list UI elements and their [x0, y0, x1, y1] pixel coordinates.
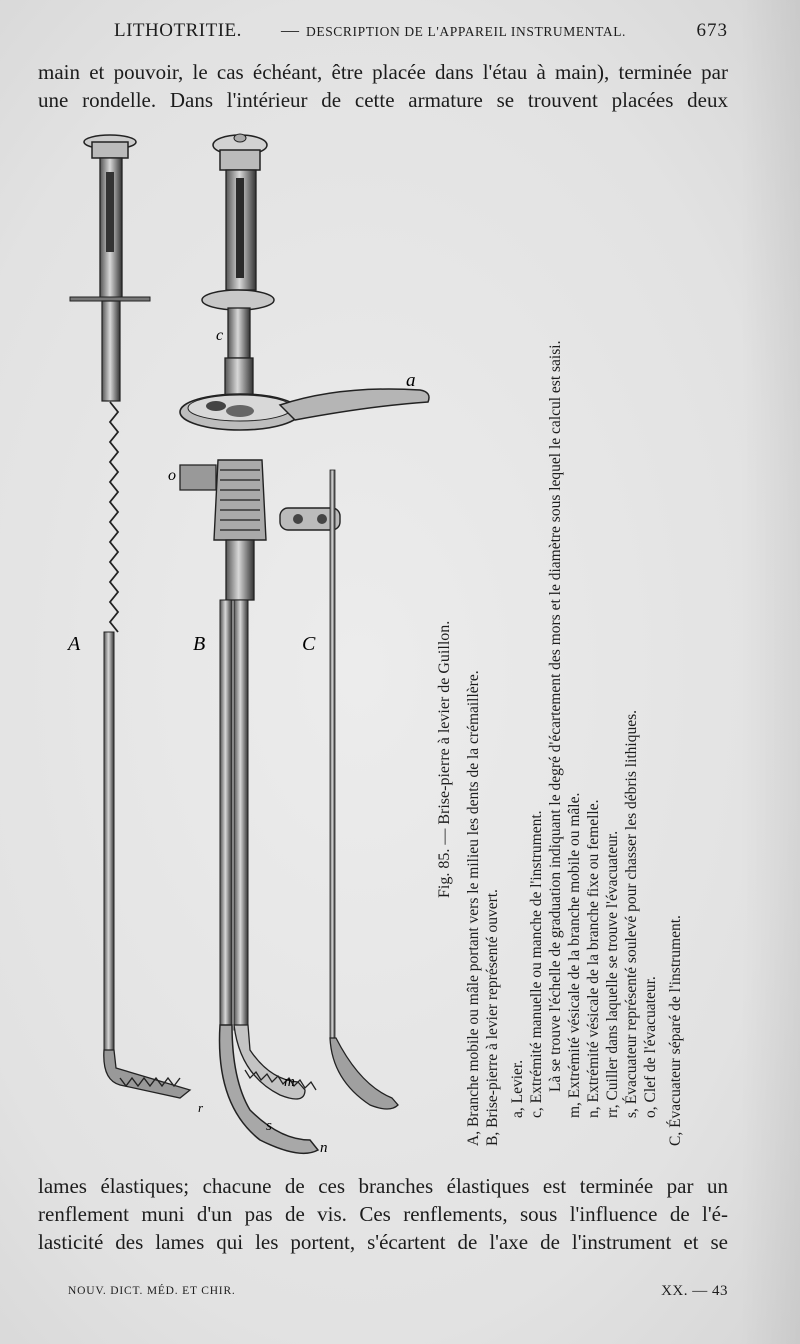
running-header	[38, 20, 728, 46]
body-line: renflement muni d'un pas de vis. Ces renflements, sous l'influence de l'é-	[38, 1202, 728, 1226]
label-n: n	[320, 1140, 328, 1156]
label-c-lower: c	[216, 327, 224, 344]
body-line: main et pouvoir, le cas échéant, être placée dans l'étau à main), terminée par	[38, 60, 728, 84]
page-number: 673	[696, 20, 728, 41]
figure-legend-area	[430, 176, 730, 1146]
body-line: une rondelle. Dans l'intérieur de cette armature se trouvent placées deux	[38, 88, 728, 112]
legend-line: rr, Cuiller dans laquelle se trouve l'évacuateur.	[604, 830, 621, 1118]
header-subtitle: DESCRIPTION DE L'APPAREIL INSTRUMENTAL.	[306, 24, 627, 39]
figure-caption: Fig. 85. — Brise-pierre à levier de Guillon.	[436, 620, 453, 898]
legend-line: Là se trouve l'échelle de graduation indiquant le degré d'écartement des mors et le diamètre sous lequel le calcul est saisi.	[547, 340, 564, 1092]
page-shadow	[740, 0, 800, 1344]
label-b-upper: B	[193, 633, 206, 655]
legend-line: a, Levier.	[509, 1059, 526, 1118]
label-m: m	[284, 1074, 295, 1090]
header-dash: —	[281, 20, 299, 40]
page-footer	[38, 1283, 728, 1303]
footer-signature: XX. — 43	[661, 1283, 728, 1299]
legend-line: m, Extrémité vésicale de la branche mobile ou mâle.	[566, 792, 583, 1118]
label-a-lower: a	[406, 370, 416, 391]
footer-book-title: NOUV. DICT. MÉD. ET CHIR.	[68, 1285, 236, 1297]
header-section: LITHOTRITIE.	[114, 20, 242, 41]
body-line: lasticité des lames qui les portent, s'écartent de l'axe de l'instrument et se	[38, 1230, 728, 1254]
legend-line: o, Clef de l'évacuateur.	[642, 976, 659, 1118]
legend-line: A, Branche mobile ou mâle portant vers le milieu les dents de la crémaillère.	[465, 670, 482, 1146]
label-o: o	[168, 467, 176, 484]
legend-line: c, Extrémité manuelle ou manche de l'instrument.	[528, 810, 545, 1118]
label-r: r	[198, 1100, 204, 1115]
branch-a-drawing	[70, 135, 190, 1098]
legend-line: n, Extrémité vésicale de la branche fixe ou femelle.	[585, 799, 602, 1118]
label-c-upper: C	[302, 633, 316, 655]
legend-line: C, Évacuateur séparé de l'instrument.	[667, 915, 684, 1146]
body-line: lames élastiques; chacune de ces branches élastiques est terminée par un	[38, 1174, 728, 1198]
label-a-upper: A	[68, 633, 81, 655]
label-s: s	[266, 1118, 272, 1134]
legend-line: s, Évacuateur représenté soulevé pour chasser les débris lithiques.	[623, 709, 640, 1118]
legend-line: B, Brise-pierre à levier représenté ouvert.	[484, 889, 501, 1146]
evacuator-c-drawing	[280, 470, 398, 1109]
